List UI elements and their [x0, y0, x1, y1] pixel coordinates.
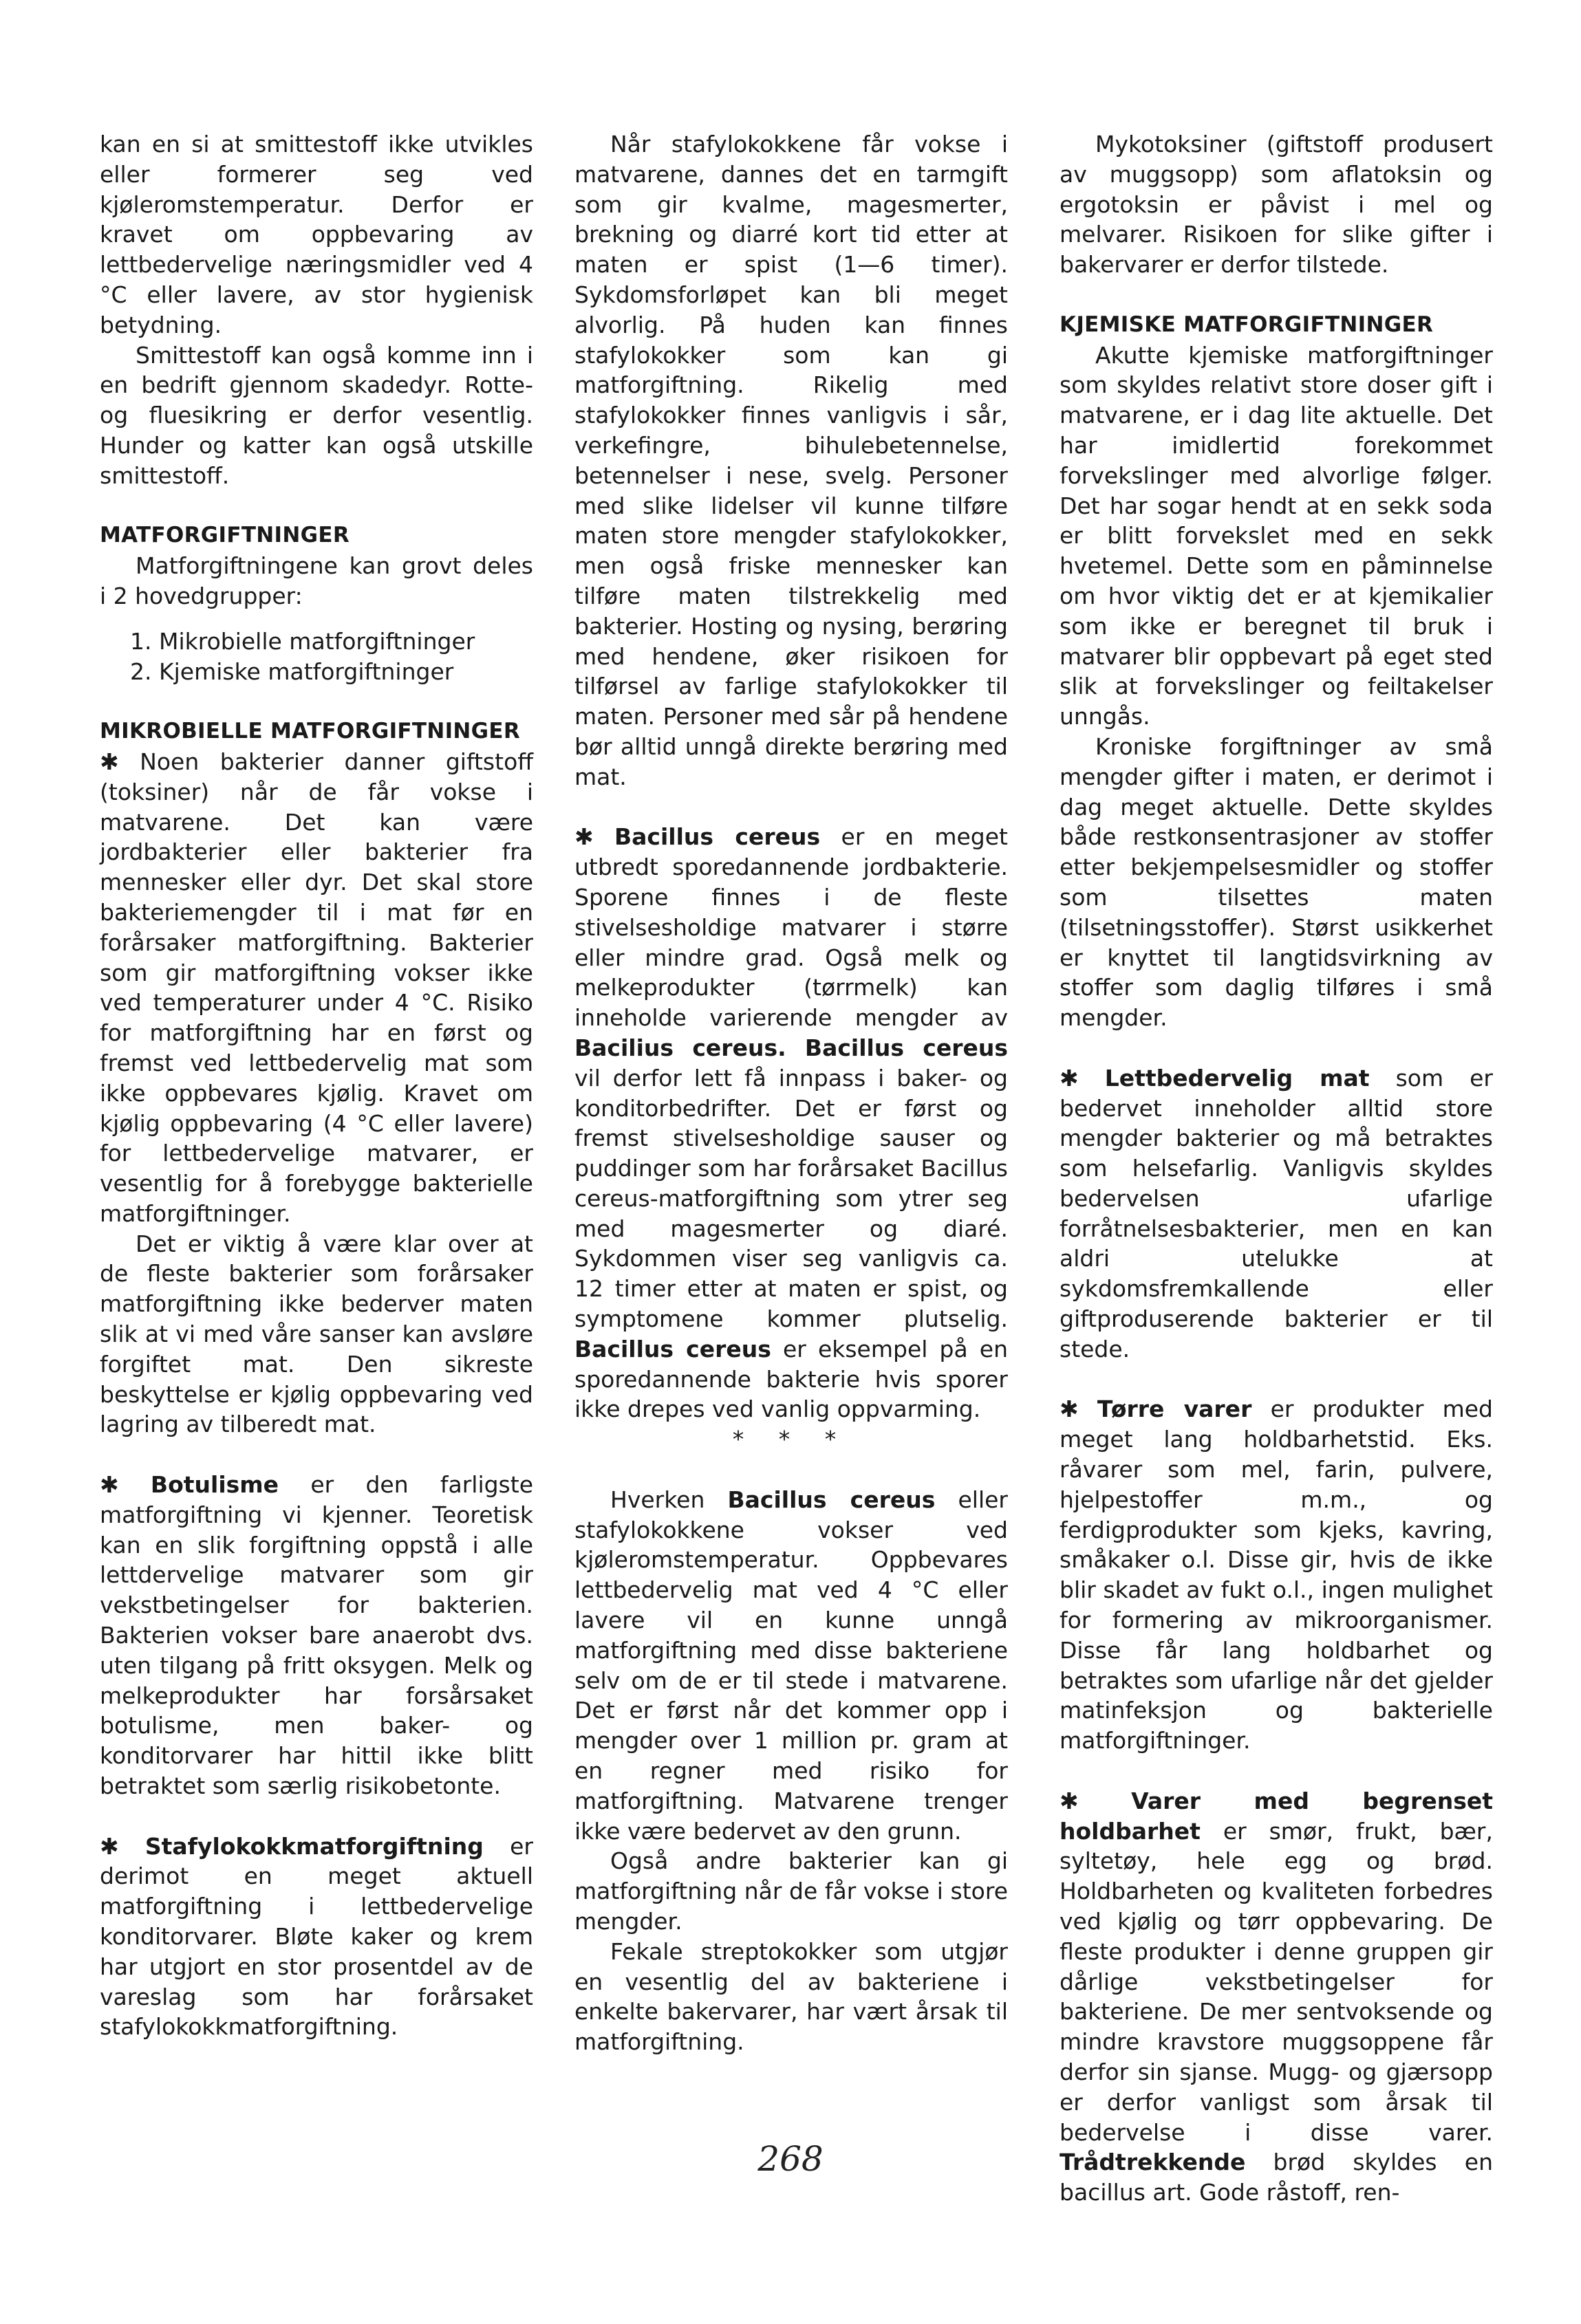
paragraph: ✱ Noen bakterier danner giftstoff (toksiner) når de får vokse i matvarene. Det kan være jordbakterier eller bakterier fra mennesker eller dyr. Det skal store bakteriemengder til i mat før en forårsaker matforgiftning. Bakterier som gir matforgiftning vokser ikke ved temperaturer under 4 °C. Risiko for matforgiftning har en først og fremst ved lettbedervelig mat som ikke oppbevares kjølig. Kravet om kjølig oppbevaring (4 °C eller lavere) for lettbedervelige matvarer, er vesentlig for å forebygge bakterielle matforgiftninger. [100, 748, 533, 1227]
page-number: 268 [757, 2139, 824, 2179]
term-bacillus-cereus: Bacilius cereus. Bacillus cereus [574, 1034, 1008, 1061]
paragraph: Smittestoff kan også komme inn i en bedrift gjennom skadedyr. Rotte- og fluesikring er derfor vesentlig. Hunder og katter kan også utskille smittestoff. [100, 341, 533, 489]
paragraph-lettbedervelig [1060, 1063, 1493, 1365]
paragraph-text: er derimot en meget aktuell matforgiftning i lettbedervelige konditorvarer. Bløte kaker og krem har utgjort en stor prosentdel av de vareslag som har forårsaket stafylokokkmatforgiftning. [100, 1832, 533, 2041]
paragraph-stafylokokk [100, 1832, 533, 2043]
term-botulisme: Botulisme [150, 1471, 279, 1499]
term-stafylokokkmatforgiftning: Stafylokokkmatforgiftning [144, 1832, 484, 1860]
term-varer-begrenset-holdbarhet: Varer med begrenset holdbarhet [1060, 1787, 1493, 1845]
spacer [574, 1455, 1008, 1485]
term-lettbedervelig-mat: Lettbedervelig mat [1104, 1064, 1370, 1092]
paragraph-text: brød skyldes en bacillus art. Gode råstoff, ren- [1060, 2149, 1493, 2206]
paragraph-text: er eksempel på en sporedannende bakterie hvis sporer ikke drepes ved vanlig oppvarming. [574, 1335, 1008, 1423]
column-middle [574, 129, 1008, 2057]
section-heading-matforgiftninger: MATFORGIFTNINGER [100, 523, 349, 548]
term-bacillus-cereus: Bacillus cereus [727, 1486, 936, 1513]
asterisk-bullet: ✱ [1060, 1064, 1079, 1092]
paragraph: Fekale streptokokker som utgjør en vesentlig del av bakteriene i enkelte bakervarer, har vært årsak til matforgiftning. [574, 1937, 1008, 2056]
section-heading-mikrobielle: MIKROBIELLE MATFORGIFTNINGER [100, 719, 521, 744]
asterisk-bullet: ✱ [1060, 1396, 1079, 1423]
term-tradtrekkende: Trådtrekkende [1060, 2149, 1246, 2176]
column-right [1060, 129, 1493, 2208]
term-bacillus-cereus: Bacillus cereus [574, 1335, 771, 1362]
column-left [100, 129, 533, 2042]
paragraph: Akutte kjemiske matforgiftninger som skyldes relativt store doser gift i matvarene, er i dag lite aktuelle. Det har imidlertid forekommet forvekslinger med alvorlige følger. Det har sogar hendt at en sekk soda er blitt forvekslet med en sekk hvetemel. Dette som en påminnelse om hvor viktig det er at kjemikalier som ikke er beregnet til bruk i matvarer blir oppbevart på eget sted slik at forvekslinger og feiltakelser unngås. [1060, 341, 1493, 730]
spacer [100, 686, 533, 717]
spacer [1060, 1365, 1493, 1395]
paragraph-text: vil derfor lett få innpass i baker- og konditorbedrifter. Det er først og fremst stivelsesholdige sauser og puddinger som har forårsaket Bacillus cereus-matforgiftning som ytrer seg med magesmerter og diaré. Sykdommen viser seg vanligvis ca. 12 timer etter at maten er spist, og symptomene kommer plutselig. [574, 1064, 1008, 1333]
paragraph-bacillus [574, 822, 1008, 1424]
spacer [100, 611, 533, 627]
paragraph [574, 1485, 1008, 1847]
paragraph-text: Hverken [610, 1486, 705, 1513]
spacer [1060, 1756, 1493, 1786]
paragraph: Det er viktig å være klar over at de fleste bakterier som forårsaker matforgiftning ikke bederver maten slik at vi med våre sanser kan avsløre forgiftet mat. Den sikreste beskyttelse er kjølig oppbevaring ved lagring av tilberedt mat. [100, 1230, 533, 1438]
paragraph-text: er produkter med meget lang holdbarhetstid. Eks. råvarer som mel, farin, pulvere, hjelpestoffer m.m., og ferdigprodukter som kjeks, kavring, småkaker o.l. Disse gir, hvis de ikke blir skadet av fukt o.l., ingen mulighet for formering av mikroorganismer. Disse får lang holdbarhet og betraktes som ufarlige når det gjelder matinfeksjon og bakterielle matforgiftninger. [1060, 1396, 1494, 1755]
spacer [100, 1440, 533, 1470]
paragraph: kan en si at smittestoff ikke utvikles eller formerer seg ved kjøleromstemperatur. Derfor er kravet om oppbevaring av lettbedervelige næringsmidler ved 4 °C eller lavere, av stor hygienisk betydning. [100, 131, 533, 338]
section-heading-kjemiske: KJEMISKE MATFORGIFTNINGER [1060, 312, 1434, 337]
paragraph-text: er en meget utbredt sporedannende jordbakterie. Sporene finnes i de fleste stivelsesholdige matvarer i større eller mindre grad. Også melk og melkeprodukter (tørrmelk) kan inneholde varierende mengder av [574, 823, 1008, 1032]
spacer [100, 491, 533, 521]
group-list [100, 627, 533, 687]
paragraph-torre-varer [1060, 1394, 1493, 1756]
paragraph: Også andre bakterier kan gi matforgiftning når de får vokse i store mengder. [574, 1847, 1008, 1935]
paragraph: Når stafylokokkene får vokse i matvarene, dannes det en tarmgift som gir kvalme, magesmerter, brekning og diarré kort tid etter at maten er spist (1—6 timer). Sykdomsforløpet kan bli meget alvorlig. På huden kan finnes stafylokokker som kan gi matforgiftning. Rikelig med stafylokokker finnes vanligvis i sår, verkefingre, bihulebetennelse, betennelser i nese, svelg. Personer med slike lidelser vil kunne tilføre maten store mengder stafylokokker, men også friske mennesker kan tilføre maten tilstrekkelig med bakterier. Hosting og nysing, berøring med hendene, øker risikoen for tilførsel av farlige stafylokokker til maten. Personer med sår på hendene bør alltid unngå direkte berøring med mat. [574, 131, 1008, 790]
paragraph: Matforgiftningene kan grovt deles i 2 hovedgrupper: [100, 552, 533, 609]
asterisk-bullet: ✱ [1060, 1787, 1079, 1814]
paragraph-text: er den farligste matforgiftning vi kjenner. Teoretisk kan en slik forgiftning oppstå i alle lettdervelige matvarer som gir vekstbetingelser for bakterien. Bakterien vokser bare anaerobt dvs. uten tilgang på fritt oksygen. Melk og melkeprodukter har forsårsaket botulisme, men baker- og konditorvarer har hittil ikke blitt betraktet som særlig risikobetonte. [100, 1471, 533, 1800]
term-bacillus-cereus: Bacillus cereus [614, 823, 821, 851]
spacer [1060, 280, 1493, 310]
list-item: 2. Kjemiske matforgiftninger [130, 658, 454, 685]
section-divider-stars: * * * [732, 1426, 850, 1453]
list-item: 1. Mikrobielle matforgiftninger [130, 627, 475, 655]
paragraph-botulisme [100, 1470, 533, 1801]
asterisk-bullet: ✱ [574, 823, 594, 851]
paragraph-text: som er bedervet inneholder alltid store mengder bakterier og må betraktes som helsefarlig. Vanligvis skyldes bedervelsen ufarlige forråtnelsesbakterier, men en kan aldri utelukke at sykdomsfremkallende eller giftproduserende bakterier er til stede. [1060, 1064, 1493, 1362]
asterisk-bullet: ✱ [100, 1832, 119, 1860]
term-torre-varer: Tørre varer [1097, 1396, 1252, 1423]
paragraph: Kroniske forgiftninger av små mengder gifter i maten, er derimot i dag meget aktuelle. Dette skyldes både restkonsentrasjoner av stoffer etter bekjempelsesmidler og stoffer som tilsettes maten (tilsetningsstoffer). Størst usikkerhet er knyttet til langtidsvirkning av stoffer som daglig tilføres i små mengder. [1060, 732, 1493, 1032]
paragraph: Mykotoksiner (giftstoff produsert av muggsopp) som aflatoksin og ergotoksin er påvist i mel og melvarer. Risikoen for slike gifter i bakervarer er derfor tilstede. [1060, 131, 1493, 279]
spacer [1060, 1033, 1493, 1063]
paragraph-text: er smør, frukt, bær, syltetøy, hele egg og brød. Holdbarheten og kvaliteten forbedres ved kjølig og tørr oppbevaring. De fleste produkter i denne gruppen gir dårlige vekstbetingelser for bakteriene. De mer sentvoksende og mindre kravstore muggsoppene får derfor sin sjanse. Mugg- og gjærsopp er derfor vanligst som årsak til bedervelse i disse varer. [1060, 1817, 1493, 2146]
asterisk-bullet: ✱ [100, 1471, 119, 1499]
spacer [100, 1801, 533, 1832]
spacer [574, 792, 1008, 823]
paragraph-text: eller stafylokokkene vokser ved kjøleromstemperatur. Oppbevares lettbedervelig mat ved 4 °C eller lavere vil en kunne unngå matforgiftning med disse bakteriene selv om de er til stede i matvarene. Det er først når det kommer opp i mengder over 1 million pr. gram at en regner med risiko for matforgiftning. Matvarene trenger ikke være bedervet av den grunn. [574, 1486, 1008, 1845]
